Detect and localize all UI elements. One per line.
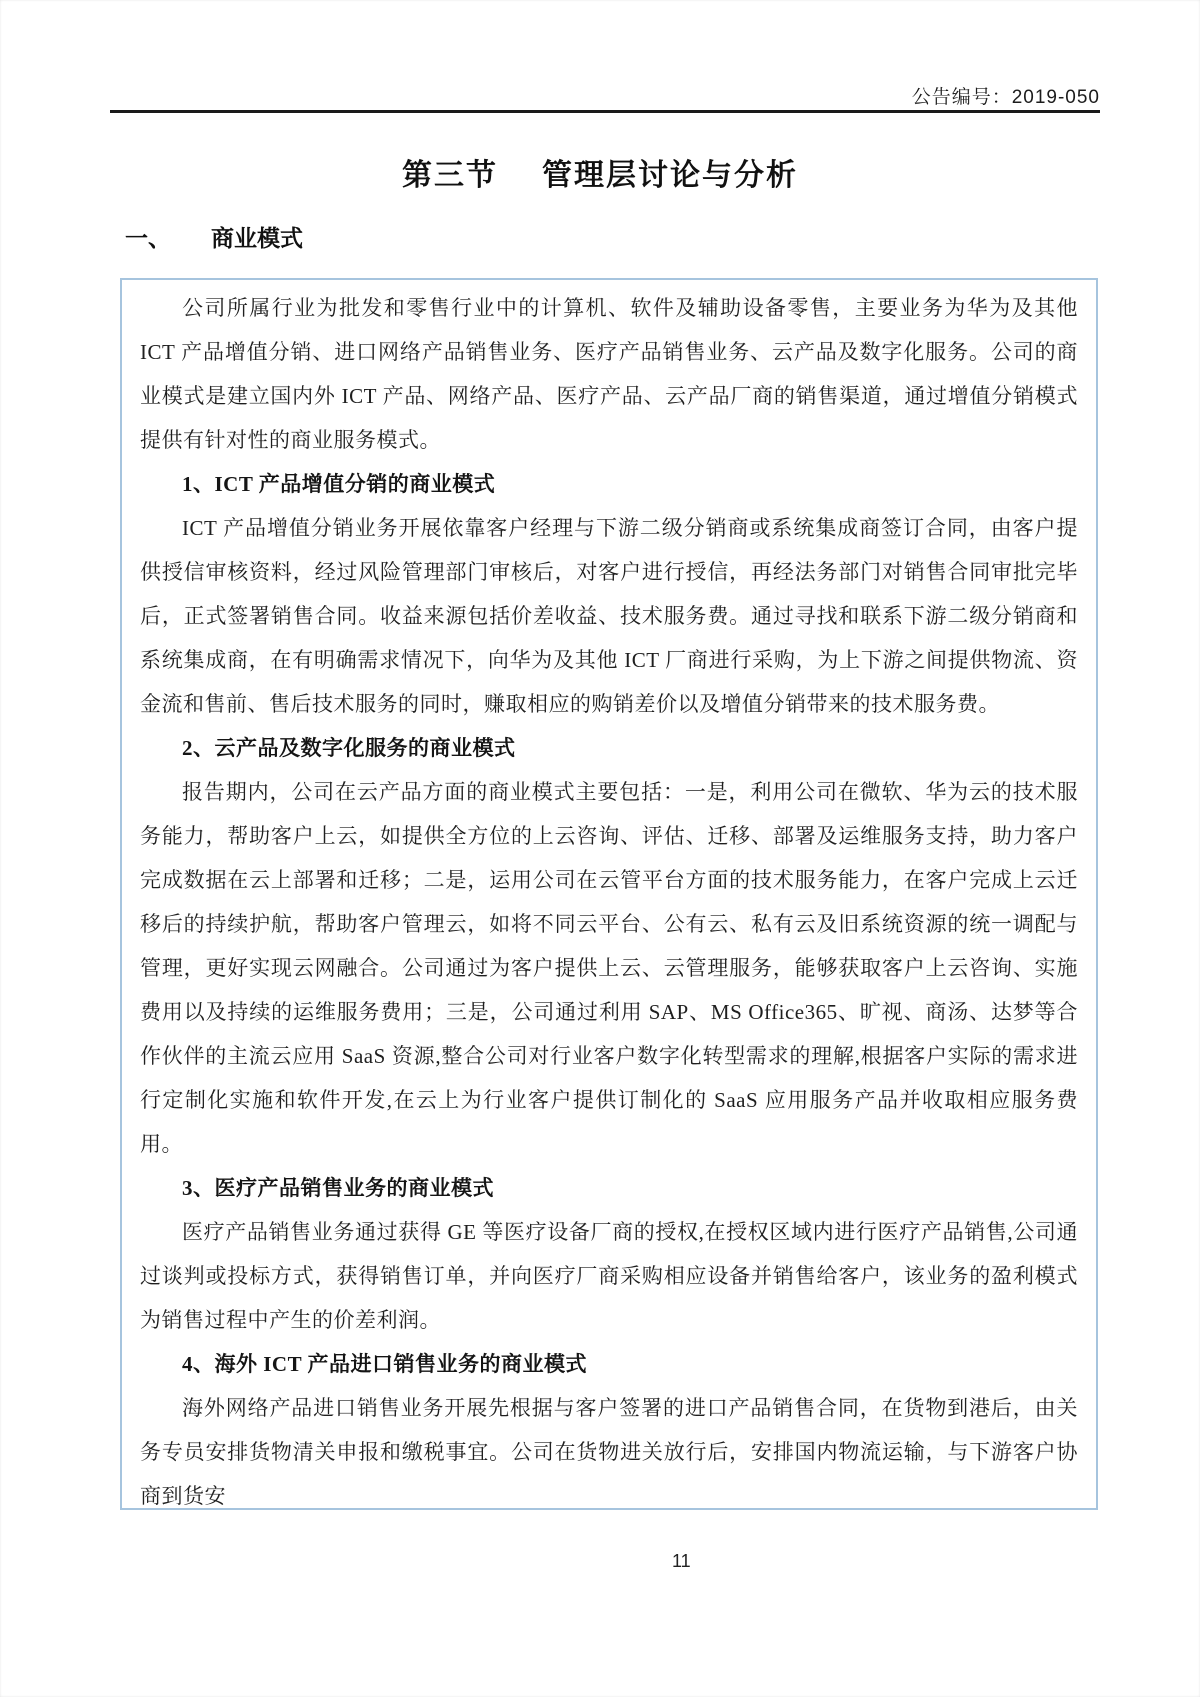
body-paragraph: 报告期内，公司在云产品方面的商业模式主要包括：一是，利用公司在微软、华为云的技术服务能力，帮助客户上云，如提供全方位的上云咨询、评估、迁移、部署及运维服务支持，助力客户完成数据在云上部署和迁移；二是，运用公司在云管平台方面的技术服务能力，在客户完成上云迁移后的持续护航，帮助客户管理云，如将不同云平台、公有云、私有云及旧系统资源的统一调配与管理，更好实现云网融合。公司通过为客户提供上云、云管理服务，能够获取客户上云咨询、实施费用以及持续的运维服务费用；三是，公司通过利用 SAP、MS Office365、旷视、商汤、达梦等合作伙伴的主流云应用 SaaS 资源,整合公司对行业客户数字化转型需求的理解,根据客户实际的需求进行定制化实施和软件开发,在云上为行业客户提供订制化的 SaaS 应用服务产品并收取相应服务费用。 (140, 780, 1078, 1156)
body-paragraph: 海外网络产品进口销售业务开展先根据与客户签署的进口产品销售合同，在货物到港后，由关务专员安排货物清关申报和缴税事宜。公司在货物进关放行后，安排国内物流运输，与下游客户协商到货安 (140, 1396, 1078, 1508)
section-number: 一、 (125, 225, 171, 251)
content-box (120, 278, 1098, 1510)
model-sub-heading: 2、云产品及数字化服务的商业模式 (182, 736, 516, 760)
header-divider (110, 110, 1100, 113)
body-paragraph: ICT 产品增值分销业务开展依靠客户经理与下游二级分销商或系统集成商签订合同，由客户提供授信审核资料，经过风险管理部门审核后，对客户进行授信，再经法务部门对销售合同审批完毕后，正式签署销售合同。收益来源包括价差收益、技术服务费。通过寻找和联系下游二级分销商和系统集成商，在有明确需求情况下，向华为及其他 ICT 厂商进行采购，为上下游之间提供物流、资金流和售前、售后技术服务的同时，赚取相应的购销差价以及增值分销带来的技术服务费。 (140, 516, 1078, 716)
model-sub-heading: 1、ICT 产品增值分销的商业模式 (182, 472, 496, 496)
section-heading (125, 220, 303, 253)
body-paragraph: 医疗产品销售业务通过获得 GE 等医疗设备厂商的授权,在授权区域内进行医疗产品销售,公司通过谈判或投标方式，获得销售订单，并向医疗厂商采购相应设备并销售给客户，该业务的盈利模式为销售过程中产生的价差利润。 (140, 1220, 1078, 1332)
body-paragraph: 公司所属行业为批发和零售行业中的计算机、软件及辅助设备零售，主要业务为华为及其他 ICT 产品增值分销、进口网络产品销售业务、医疗产品销售业务、云产品及数字化服务。公司的商业模式是建立国内外 ICT 产品、网络产品、医疗产品、云产品厂商的销售渠道，通过增值分销模式提供有针对性的商业服务模式。 (140, 296, 1078, 452)
announcement-number: 公告编号：2019-050 (911, 87, 1100, 108)
page-title (0, 150, 1200, 194)
page-title-text: 管理层讨论与分析 (542, 159, 798, 192)
page-number: 11 (672, 1551, 691, 1571)
section-label: 商业模式 (211, 225, 303, 251)
model-sub-heading: 3、医疗产品销售业务的商业模式 (182, 1176, 494, 1200)
model-sub-heading: 4、海外 ICT 产品进口销售业务的商业模式 (182, 1352, 587, 1376)
page-title-section: 第三节 (402, 159, 498, 192)
